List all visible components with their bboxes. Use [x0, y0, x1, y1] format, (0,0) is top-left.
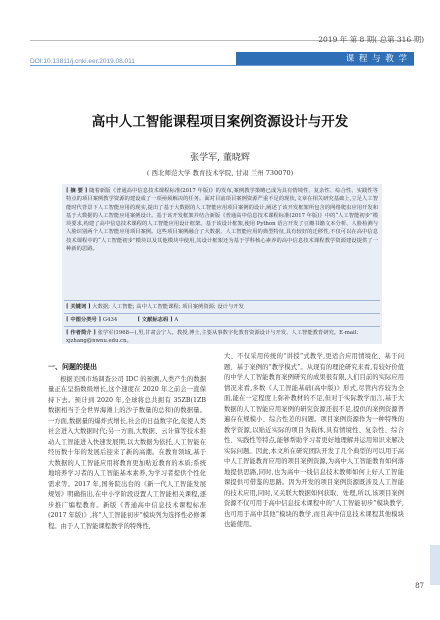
article-affiliation: ( 西北师范大学 教育技术学院, 甘肃 兰州 730070)	[146, 169, 294, 177]
page-edge-tab	[430, 545, 440, 585]
article-title: 高中人工智能课程项目案例资源设计与开发	[91, 114, 349, 130]
author-info-text: 张学军(1968—),男,甘肃会宁人。教授,博士,主要从事数字化教育资源设计与开发、人工智能教育研究。E-mail: xjzhang@nwnu.edu.cn。	[66, 330, 359, 345]
abstract-text: 随着新版《普通高中信息技术课程标准(2017 年版)》的发布,案例教学策略已成为具有情境性、复杂性、综合性、实践性等特点的项目案例教学资源的建设成了一项亟须解决的任务。面对目前项目案例资源严重不足的现状,文章在相关研究基础上,立足人工智能时代背景下人工智能应用的现实,提出了基于大数据的人工智能应用项目案例的设计,阐述了该开发框架所包含的网络爬虫应用开发和基于大数据的人工智能应用案例设计。基于该开发框架并结合新版《普通高中信息技术课程标准(2017 年版)》中的“人工智能初步”模块要求,构建了高中信息技术课程的人工智能应用设计框架。基于该设计框架,使用 Python 语言开发了豆瓣书籍文本分析、人脸检测与人脸识别两个人工智能应用项目案例。这些项目案例融合了大数据、人工智能应用的典型特征,具有较好的迁移性,不仅可以在高中信息技术课程中的“人工智能初步”模块以及其他模块中使用,其设计框架还为基于学科核心素养的高中信息技术课程教学资源建设提供了一种新的思路。	[66, 188, 378, 253]
section-band: 课 程 与 教 学	[236, 52, 414, 66]
section-paragraph: 根据美国市场调查公司 IDC 的预测,人类产生的数据量正在呈指数级增长,这个速度在 2020 年之前会一直保持下去。预计到 2020 年,全球将总共拥有 35ZB(1ZB 数据相当于全世界海滩上的沙子数量的总和)的数据量。一方面,数据量的爆炸式增长,社会的日益数字化,促使人类社会进入大数据时代;另一方面,大数据、云计算等技术推动人工智能进入快速发展期,以大数据为依托,人工智能在经历数十年的发展后迎来了新的高潮。在教育领域,基于大数据的人工智能应用将教育更加贴近教育的本质;系统地培养学习者的人工智能基本素养,为学习者提供个性化需求等。2017 年,国务院出台的《新一代人工智能发展规划》明确指出,在中小学阶段设置人工智能相关课程,逐步推广编程教育。新版《普通高中信息技术课程标准(2017 年版)》,将“人工智能初步”模块列为选择性必修课程。由于人工智能课程教学的特殊性,	[48, 375, 206, 530]
doi-link[interactable]: DOI:10.13811/j.cnki.eer.2019.08.011	[30, 58, 135, 65]
issue-number: 2019 年 第 8 期( 总第 316 期)	[318, 35, 424, 44]
page-number: 87	[415, 582, 424, 590]
doc-code-label: [ 文献标志码 ]	[137, 317, 173, 323]
doc-code-text: A	[174, 317, 179, 323]
abstract	[66, 187, 378, 253]
right-column-paragraph: 大、不仅采用传统的“讲授”式教学,更适合应用情境化、基于问题、基于案例的“教学模式”。从现有的理论研究来看,有较好价值的中学人工智能教育案例研究的成果很有限,人们目前的实际应用情况来看,多数《人工智能基础(高中版)》形式,尽管内容较为全面,能在一定程度上弥补教材的不足,但对于实际教学而言,基于大数据的人工智能应用案例的研究资源还很不足,提供的案例资源普遍存在规模小、综合性差的问题。项目案例资源作为一种特殊的教学资源,以贴近实际的项目为载体,具有情境性、复杂性、综合性、实践性等特点,能够帮助学习者更好地理解并运用知识来解决实际问题。因此,本文所在研究团队开发了几个典型的可以用于高中人工智能教育应用的项目案例资源,为高中人工智能教育如何落地提供思路,同时,也为高中一线信息技术教师如何上好人工智能课提供可借鉴的思路。因为开发的项目案例资源既涉及人工智能的技术应用,同时,又关联大数据如何获取、处理,所以,该项目案例资源不仅可用于高中信息技术课程中的“人工智能初步”模块教学,也可用于高中其他“模块的教学,而且高中信息技术课程其他模块也能使用。	[224, 353, 404, 528]
keywords-text: 大数据; 人工智能; 高中人工智能课程; 项目案例资源; 设计与开发	[92, 304, 244, 310]
author-info	[66, 329, 378, 345]
abstract-rule	[64, 300, 380, 301]
keywords	[66, 303, 378, 311]
classification-label: [ 中图分类号 ]	[66, 317, 102, 323]
author-info-label: [ 作者简介 ]	[66, 330, 96, 336]
classification	[66, 316, 378, 324]
keywords-rule	[64, 313, 380, 314]
keywords-label: [ 关键词 ]	[66, 304, 91, 310]
abstract-label: [ 摘 要 ]	[66, 188, 88, 194]
classification-rule	[64, 326, 380, 327]
article-authors: 张学军, 董晓辉	[190, 153, 250, 163]
classification-text: G434	[102, 317, 118, 323]
right-column	[224, 352, 404, 592]
section-band-rule	[30, 65, 414, 66]
section-heading: 一、问题的提出	[48, 362, 97, 371]
left-column	[48, 362, 206, 615]
